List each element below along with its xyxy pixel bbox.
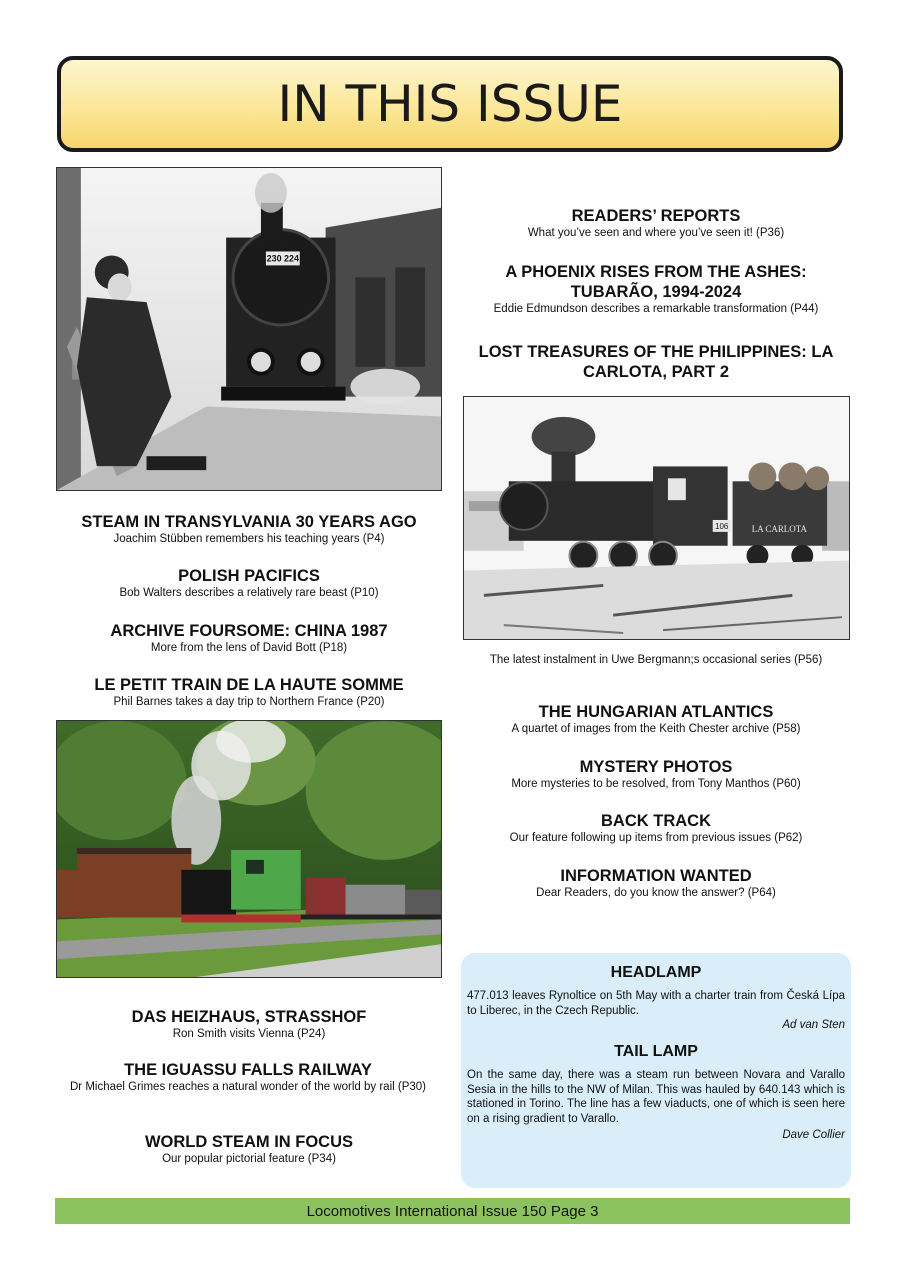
article-title: INFORMATION WANTED: [560, 867, 752, 885]
article-readers-reports: [462, 206, 850, 240]
article-title: THE IGUASSU FALLS RAILWAY: [124, 1061, 372, 1079]
carlota-caption: The latest instalment in Uwe Bergmann;s occasional series (P56): [489, 654, 823, 666]
article-title: READERS’ REPORTS: [571, 207, 741, 225]
loco-number-plate: 230 224: [266, 253, 299, 264]
taillamp-title: TAIL LAMP: [614, 1043, 698, 1060]
article-desc: Joachim Stübben remembers his teaching years (P4): [113, 533, 385, 545]
article-desc: Bob Walters describes a relatively rare beast (P10): [119, 587, 379, 599]
title-banner: [57, 56, 843, 152]
article-desc: Dr Michael Grimes reaches a natural wonder of the world by rail (P30): [69, 1081, 426, 1093]
taillamp-text: On the same day, there was a steam run between Novara and Varallo Sesia in the hills to the NW of Milan. This was hauled by 640.143 which is stationed in Torino. The line has a few viaducts, one of which is seen here on a rising gradient to Varallo.: [467, 1069, 845, 1125]
article-desc: Our feature following up items from previous issues (P62): [509, 832, 803, 844]
article-title: STEAM IN TRANSYLVANIA 30 YEARS AGO: [81, 513, 417, 531]
article-phoenix-rises: [452, 262, 860, 316]
footer-text: Locomotives International Issue 150 Page 3: [306, 1202, 599, 1220]
article-title: ARCHIVE FOURSOME: CHINA 1987: [110, 622, 388, 640]
article-desc: A quartet of images from the Keith Chester archive (P58): [511, 723, 801, 735]
article-desc: What you’ve seen and where you’ve seen it! (P36): [527, 227, 785, 239]
article-title: DAS HEIZHAUS, STRASSHOF: [131, 1008, 367, 1026]
article-desc: More mysteries to be resolved, from Tony Manthos (P60): [511, 778, 801, 790]
article-world-steam: [56, 1132, 442, 1166]
lamp-panel: [461, 953, 851, 1188]
photo-la-carlota: [463, 396, 850, 640]
article-title: LOST TREASURES OF THE PHILIPPINES: LA CARLOTA, PART 2: [478, 343, 834, 381]
taillamp-credit: Dave Collier: [782, 1129, 845, 1141]
article-desc: Our popular pictorial feature (P34): [162, 1153, 336, 1165]
article-mystery-photos: [462, 757, 850, 791]
page-title: IN THIS ISSUE: [277, 75, 623, 133]
article-le-petit-train: [56, 675, 442, 709]
article-title: WORLD STEAM IN FOCUS: [144, 1133, 354, 1151]
article-lost-treasures: [462, 342, 850, 382]
article-iguassu-falls: [48, 1060, 448, 1094]
photo-petit-train: [56, 720, 442, 978]
headlamp-text: 477.013 leaves Rynoltice on 5th May with a charter train from Česká Lípa to Liberec, in the Czech Republic.: [467, 990, 845, 1017]
article-information-wanted: [462, 866, 850, 900]
article-title: MYSTERY PHOTOS: [579, 758, 733, 776]
headlamp-title: HEADLAMP: [610, 964, 702, 981]
article-polish-pacifics: [56, 566, 442, 600]
page-footer: [55, 1198, 850, 1224]
article-desc: Eddie Edmundson describes a remarkable transformation (P44): [493, 303, 819, 315]
article-das-heizhaus: [56, 1007, 442, 1041]
article-title: POLISH PACIFICS: [178, 567, 320, 585]
article-title: THE HUNGARIAN ATLANTICS: [538, 703, 774, 721]
article-desc: Phil Barnes takes a day trip to Northern France (P20): [113, 696, 385, 708]
tender-lettering: LA CARLOTA: [751, 523, 807, 534]
article-title: LE PETIT TRAIN DE LA HAUTE SOMME: [94, 676, 404, 694]
article-hungarian-atlantics: [462, 702, 850, 736]
photo-transylvania: [56, 167, 442, 491]
loco-number: 106: [715, 521, 729, 531]
article-title: A PHOENIX RISES FROM THE ASHES: TUBARÃO, 1994-2024: [505, 263, 807, 301]
article-steam-in-transylvania: [56, 512, 442, 546]
headlamp-credit: Ad van Sten: [782, 1019, 845, 1031]
article-back-track: [462, 811, 850, 845]
article-desc: Ron Smith visits Vienna (P24): [172, 1028, 326, 1040]
article-desc: Dear Readers, do you know the answer? (P64): [536, 887, 776, 899]
article-title: BACK TRACK: [601, 812, 711, 830]
article-archive-foursome: [56, 621, 442, 655]
article-desc: More from the lens of David Bott (P18): [150, 642, 348, 654]
